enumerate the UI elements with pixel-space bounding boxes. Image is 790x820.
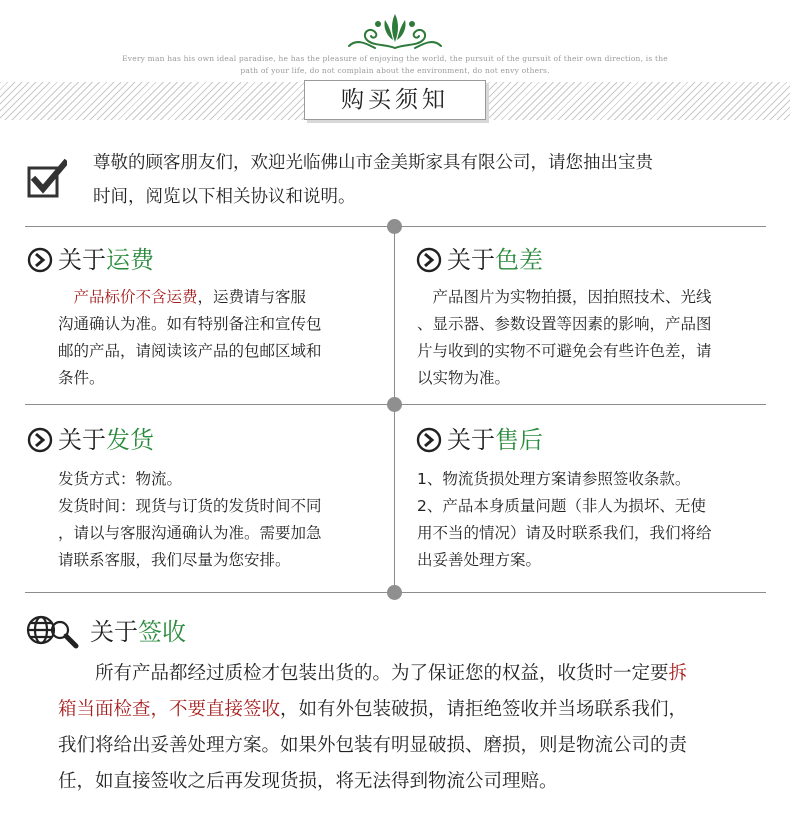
body-line-2 xyxy=(58,692,773,728)
section-title-emphasis: 发货 xyxy=(106,426,154,454)
section-title-signing xyxy=(90,617,186,647)
body-line-2: 2、产品本身质量问题（非人为损坏、无使 xyxy=(417,497,706,515)
body-line-1 xyxy=(58,656,773,692)
intro-line-1: 尊敬的顾客朋友们，欢迎光临佛山市金美斯家具有限公司，请您抽出宝贵 xyxy=(93,153,653,173)
body-line-2: 、显示器、参数设置等因素的影响，产品图 xyxy=(417,315,712,333)
globe-magnifier-icon xyxy=(25,614,79,650)
divider-dot-middle xyxy=(387,397,402,412)
divider-dot-bottom xyxy=(387,585,402,600)
section-title-emphasis: 售后 xyxy=(495,426,543,454)
highlight-text: 产品标价不含运费 xyxy=(73,288,198,306)
body-line-2: 沟通确认为准。如有特别备注和宣传包 xyxy=(58,315,322,333)
hatch-left xyxy=(0,82,310,120)
body-line-1 xyxy=(58,284,378,311)
body-line-4: 任，如直接签收之后再发现货损，将无法得到物流公司理赔。 xyxy=(58,771,558,792)
arrow-circle-icon xyxy=(27,427,53,453)
body-line-1: 产品图片为实物拍摄，因拍照技术、光线 xyxy=(417,288,712,306)
section-title-after-sales xyxy=(447,425,543,455)
arrow-circle-icon xyxy=(27,247,53,273)
body-line-4: 条件。 xyxy=(58,369,105,387)
arrow-circle-icon xyxy=(416,247,442,273)
body-line-3: 我们将给出妥善处理方案。如果外包装有明显破损、磨损，则是物流公司的责 xyxy=(58,735,688,756)
body-line-3: 邮的产品，请阅读该产品的包邮区域和 xyxy=(58,342,322,360)
divider-dot-top xyxy=(387,219,402,234)
section-body-after-sales xyxy=(417,466,777,574)
body-text: 所有产品都经过质检才包装出货的。为了保证您的权益，收货时一定要 xyxy=(95,663,669,684)
highlight-text: 箱当面检查，不要直接签收 xyxy=(58,699,281,720)
highlight-text: 拆 xyxy=(668,663,688,684)
body-line-1: 发货方式：物流。 xyxy=(58,470,183,488)
section-title-emphasis: 色差 xyxy=(495,246,543,274)
section-title-color-diff xyxy=(447,245,543,275)
intro-line-2: 时间，阅览以下相关协议和说明。 xyxy=(93,187,356,207)
section-title-prefix: 关于 xyxy=(90,618,138,646)
section-title-prefix: 关于 xyxy=(58,246,106,274)
body-line-1: 1、物流货损处理方案请参照签收条款。 xyxy=(417,470,691,488)
section-title-emphasis: 运费 xyxy=(106,246,154,274)
section-title-prefix: 关于 xyxy=(447,246,495,274)
section-title-shipping-fee xyxy=(58,245,154,275)
checkbox-icon xyxy=(27,158,67,198)
section-body-delivery xyxy=(58,466,378,574)
section-body-shipping-fee xyxy=(58,284,378,392)
body-line-3: ，请以与客服沟通确认为准。需要加急 xyxy=(58,524,322,542)
section-body-signing xyxy=(58,656,773,800)
body-line-2: 发货时间：现货与订货的发货时间不同 xyxy=(58,497,322,515)
section-body-color-diff xyxy=(417,284,777,392)
page-title: 购买须知 xyxy=(304,80,486,120)
arrow-circle-icon xyxy=(416,427,442,453)
body-line-4: 出妥善处理方案。 xyxy=(417,551,542,569)
body-text: ，如有外包装破损，请拒绝签收并当场联系我们， xyxy=(280,699,688,720)
section-title-prefix: 关于 xyxy=(58,426,106,454)
body-line-3: 片与收到的实物不可避免会有些许色差，请 xyxy=(417,342,712,360)
section-title-emphasis: 签收 xyxy=(138,618,186,646)
body-line-4: 请联系客服，我们尽量为您安排。 xyxy=(58,551,291,569)
section-title-delivery xyxy=(58,425,154,455)
body-text: ，运费请与客服 xyxy=(197,288,307,306)
hatch-right xyxy=(482,82,790,120)
motto-line-1: Every man has his own ideal paradise, he has the pleasure of enjoying the world, the pursuit of the gursuit of their own direction, is the xyxy=(122,54,668,63)
motto-line-2: path of your life, do not complain about the environment, do not envy others. xyxy=(240,66,550,75)
body-line-4: 以实物为准。 xyxy=(417,369,511,387)
ornament-icon xyxy=(345,8,445,52)
intro-text xyxy=(93,146,773,214)
section-title-prefix: 关于 xyxy=(447,426,495,454)
body-line-3: 用不当的情况）请及时联系我们，我们将给 xyxy=(417,524,712,542)
